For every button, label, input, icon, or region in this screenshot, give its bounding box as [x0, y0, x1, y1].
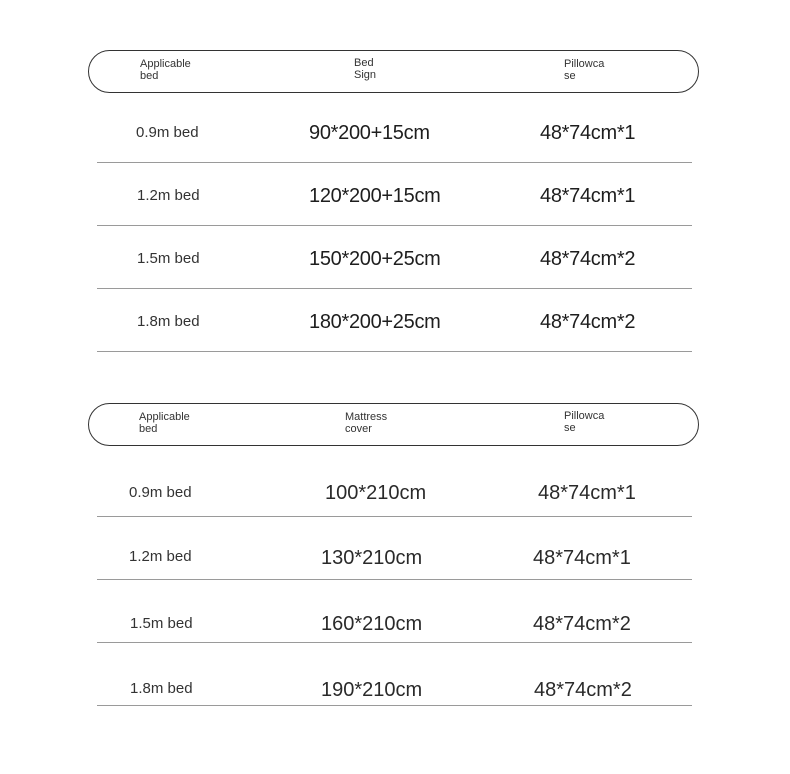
header-mattress-cover: Mattress cover	[345, 411, 388, 435]
table-row-size: 180*200+25cm	[309, 311, 441, 333]
table-row-bed: 1.5m bed	[130, 615, 193, 632]
table-row-size: 160*210cm	[321, 613, 423, 635]
table-row-bed: 0.9m bed	[129, 484, 192, 501]
table-row-size: 100*210cm	[325, 482, 427, 504]
row-divider	[97, 225, 692, 226]
row-divider	[97, 351, 692, 352]
table-row-pillow: 48*74cm*1	[533, 547, 631, 569]
row-divider	[97, 579, 692, 580]
table-row-bed: 1.8m bed	[130, 680, 193, 697]
header-pillowcase: Pillowca se	[564, 58, 605, 82]
table-row-pillow: 48*74cm*1	[540, 185, 636, 207]
table-row-pillow: 48*74cm*2	[540, 248, 636, 270]
table-row-pillow: 48*74cm*2	[540, 311, 636, 333]
table-row-size: 150*200+25cm	[309, 248, 441, 270]
row-divider	[97, 705, 692, 706]
table-row-pillow: 48*74cm*2	[533, 613, 631, 635]
table-row-size: 90*200+15cm	[309, 122, 430, 144]
header-pillowcase: Pillowca se	[564, 410, 605, 434]
table-row-pillow: 48*74cm*1	[538, 482, 636, 504]
table-row-pillow: 48*74cm*1	[540, 122, 636, 144]
table-row-bed: 0.9m bed	[136, 124, 199, 141]
row-divider	[97, 516, 692, 517]
row-divider	[97, 642, 692, 643]
header-bed-sign: Bed Sign	[354, 57, 377, 81]
header-applicable-bed: Applicable bed	[140, 58, 191, 82]
row-divider	[97, 162, 692, 163]
table-row-size: 130*210cm	[321, 547, 423, 569]
table-row-bed: 1.2m bed	[129, 548, 192, 565]
table-row-bed: 1.8m bed	[137, 313, 200, 330]
table-row-size: 190*210cm	[321, 679, 423, 701]
header-applicable-bed: Applicable bed	[139, 411, 190, 435]
table-row-bed: 1.5m bed	[137, 250, 200, 267]
table-row-bed: 1.2m bed	[137, 187, 200, 204]
row-divider	[97, 288, 692, 289]
table-row-pillow: 48*74cm*2	[534, 679, 632, 701]
table-row-size: 120*200+15cm	[309, 185, 441, 207]
